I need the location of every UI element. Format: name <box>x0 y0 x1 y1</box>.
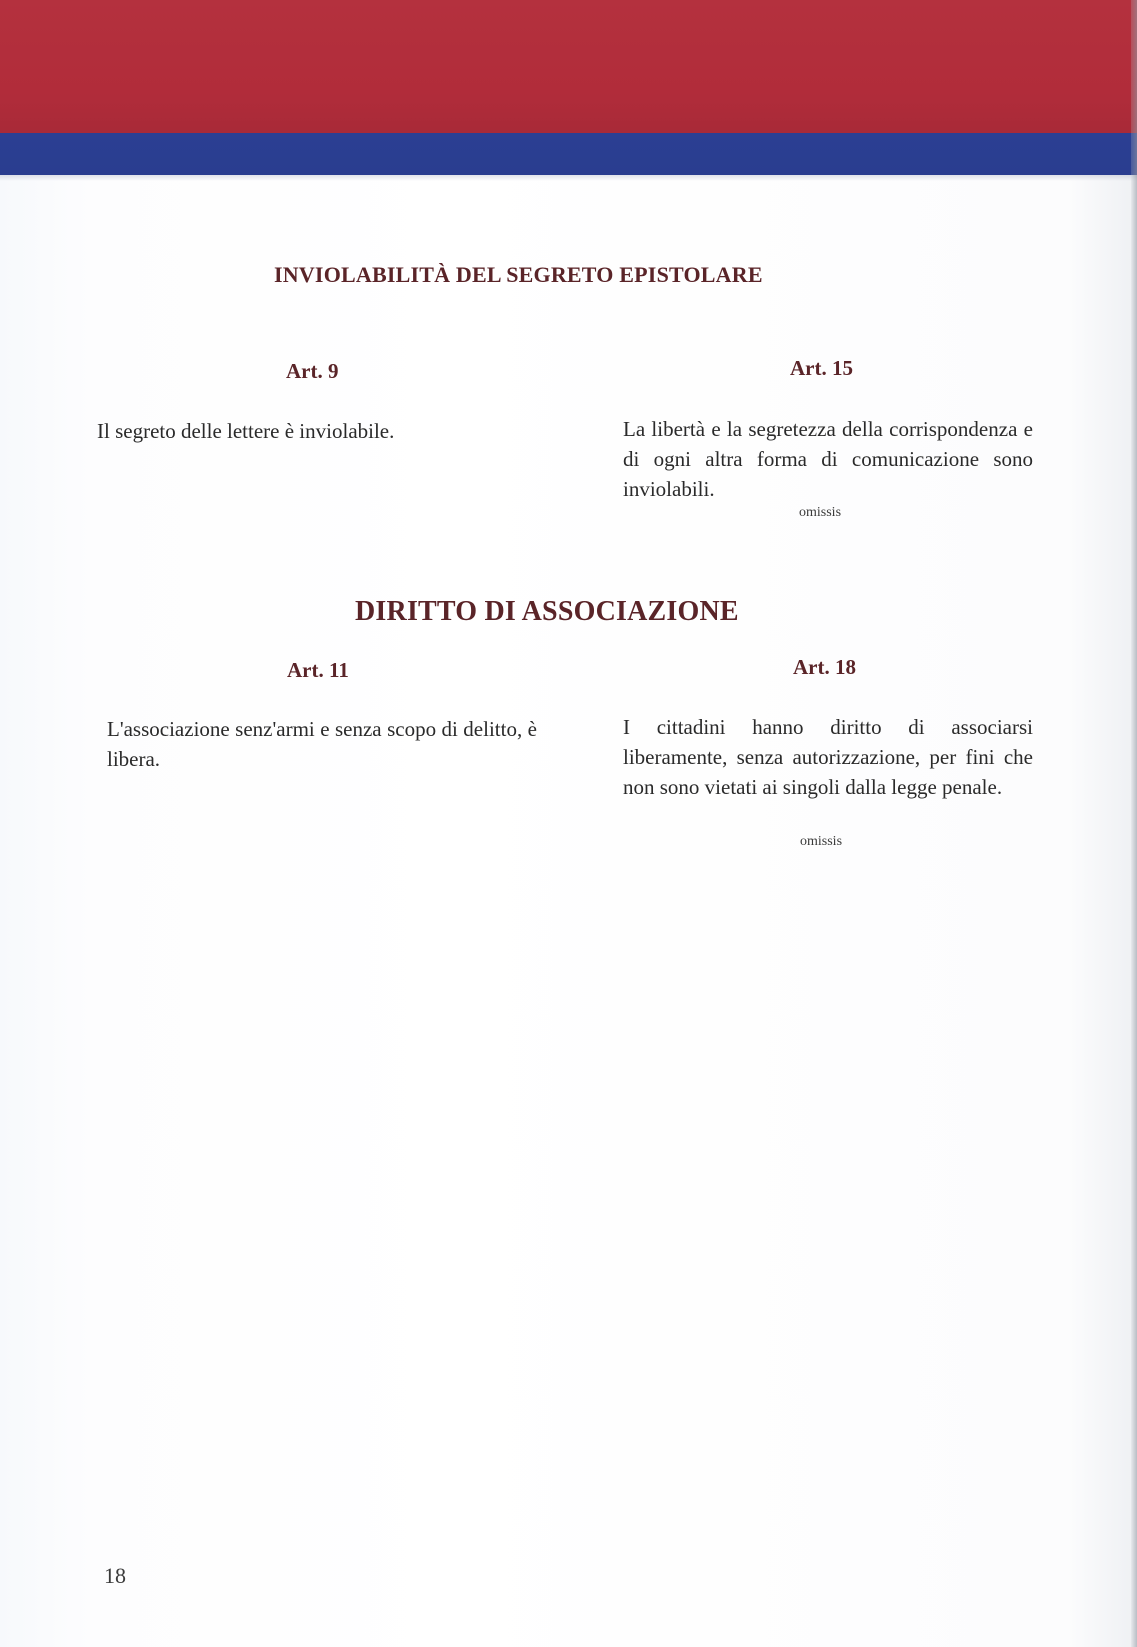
page-number: 18 <box>104 1563 126 1588</box>
header-red-band <box>0 0 1137 133</box>
header-blue-band <box>0 133 1137 175</box>
omissis-note: omissis <box>800 834 843 849</box>
article-text-left: L'associazione senz'armi e senza scopo di delitto, è libera. <box>107 717 537 771</box>
article-label-left: Art. 11 <box>287 658 349 682</box>
omissis-note: omissis <box>799 505 842 520</box>
section-title-diritto-associazione: DIRITTO DI ASSOCIAZIONE <box>355 596 739 627</box>
header-band-shadow <box>0 175 1137 181</box>
section-title-segreto-epistolare: INVIOLABILITÀ DEL SEGRETO EPISTOLARE <box>274 262 763 287</box>
article-text-right: La libertà e la segretezza della corrispondenza e di ogni altra forma di comunicazione sono inviolabili. <box>623 417 1033 501</box>
article-label-left: Art. 9 <box>286 359 339 383</box>
article-text-left: Il segreto delle lettere è inviolabile. <box>97 419 395 443</box>
article-text-right: I cittadini hanno diritto di associarsi liberamente, senza autorizzazione, per fini che non sono vietati ai singoli dalla legge penale. <box>623 715 1033 799</box>
article-label-right: Art. 18 <box>793 655 856 679</box>
article-label-right: Art. 15 <box>790 356 853 380</box>
page-edge <box>1131 0 1137 1647</box>
